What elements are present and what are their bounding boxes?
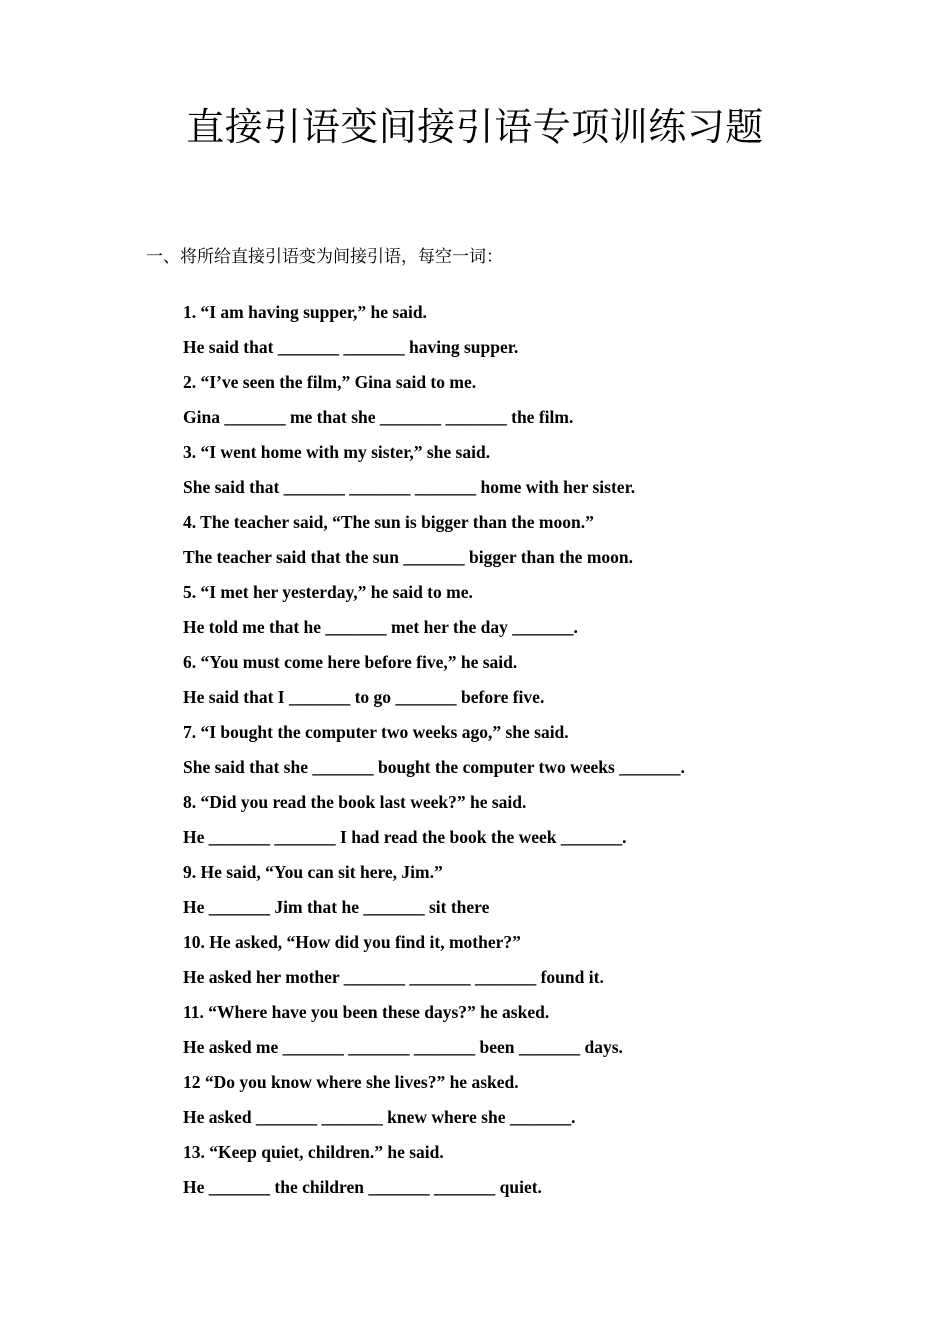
exercise-9 (183, 858, 863, 928)
exercise-prompt: 13. “Keep quiet, children.” he said. (183, 1142, 444, 1162)
exercise-answer: He told me that he _______ met her the day _______. (183, 617, 578, 637)
exercise-prompt: 1. “I am having supper,” he said. (183, 302, 427, 322)
exercise-prompt: 11. “Where have you been these days?” he asked. (183, 1002, 550, 1022)
exercise-prompt: 10. He asked, “How did you find it, mother?” (183, 932, 521, 952)
exercise-answer: He said that _______ _______ having supper. (183, 337, 519, 357)
exercise-10 (183, 928, 863, 998)
exercise-answer: He _______ Jim that he _______ sit there (183, 897, 490, 917)
exercise-answer: He said that I _______ to go _______ before five. (183, 687, 545, 707)
exercise-list (183, 298, 863, 1208)
exercise-2 (183, 368, 863, 438)
exercise-prompt: 5. “I met her yesterday,” he said to me. (183, 582, 473, 602)
exercise-12 (183, 1068, 863, 1138)
exercise-answer: She said that she _______ bought the computer two weeks _______. (183, 757, 685, 777)
exercise-answer: He asked her mother _______ _______ _______ found it. (183, 967, 604, 987)
exercise-prompt: 6. “You must come here before five,” he said. (183, 652, 518, 672)
exercise-8 (183, 788, 863, 858)
exercise-prompt: 4. The teacher said, “The sun is bigger than the moon.” (183, 512, 594, 532)
exercise-3 (183, 438, 863, 508)
exercise-answer: He _______ _______ I had read the book the week _______. (183, 827, 627, 847)
exercise-11 (183, 998, 863, 1068)
exercise-6 (183, 648, 863, 718)
exercise-prompt: 8. “Did you read the book last week?” he said. (183, 792, 527, 812)
exercise-answer: She said that _______ _______ _______ home with her sister. (183, 477, 636, 497)
exercise-answer: He asked me _______ _______ _______ been _______ days. (183, 1037, 623, 1057)
exercise-answer: He _______ the children _______ _______ quiet. (183, 1177, 542, 1197)
exercise-answer: He asked _______ _______ knew where she _______. (183, 1107, 576, 1127)
exercise-5 (183, 578, 863, 648)
exercise-prompt: 3. “I went home with my sister,” she said. (183, 442, 491, 462)
exercise-13 (183, 1138, 863, 1208)
exercise-prompt: 7. “I bought the computer two weeks ago,” she said. (183, 722, 569, 742)
page-title: 直接引语变间接引语专项训练习题 (186, 105, 764, 149)
exercise-1 (183, 298, 863, 368)
section-heading: 一、将所给直接引语变为间接引语，每空一词： (146, 247, 503, 267)
exercise-7 (183, 718, 863, 788)
exercise-answer: The teacher said that the sun _______ bigger than the moon. (183, 547, 634, 567)
exercise-prompt: 12 “Do you know where she lives?” he asked. (183, 1072, 519, 1092)
exercise-4 (183, 508, 863, 578)
exercise-prompt: 2. “I’ve seen the film,” Gina said to me. (183, 372, 477, 392)
exercise-answer: Gina _______ me that she _______ _______ the film. (183, 407, 574, 427)
exercise-prompt: 9. He said, “You can sit here, Jim.” (183, 862, 443, 882)
